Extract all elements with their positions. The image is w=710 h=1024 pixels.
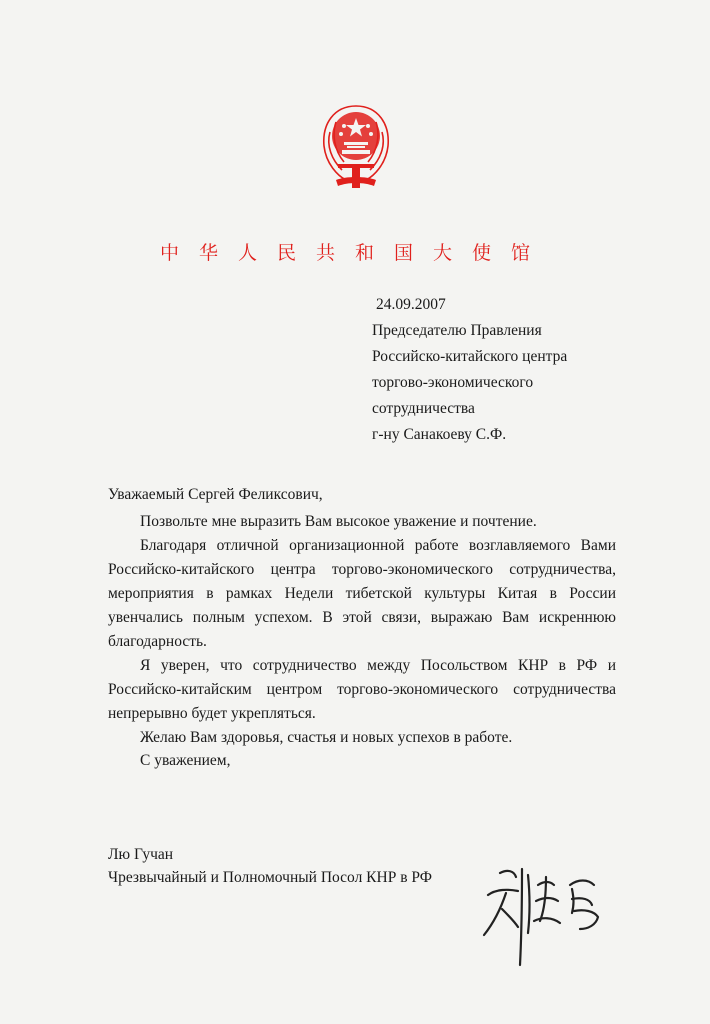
signatory-title: Чрезвычайный и Полномочный Посол КНР в РФ (108, 869, 433, 886)
paragraph: Я уверен, что сотрудничество между Посольством КНР в РФ и Российско-китайским центром торгово-экономического сотрудничества непрерывно будет укрепляться. (108, 657, 616, 722)
national-emblem-icon (316, 102, 396, 194)
paragraph: Позвольте мне выразить Вам высокое уважение и почтение. (140, 513, 537, 530)
letter-body (108, 510, 616, 750)
embassy-name: 中华人民共和国大使馆 (159, 242, 550, 264)
signatory-name: Лю Гучан (108, 846, 174, 863)
paragraph: Желаю Вам здоровья, счастья и новых успехов в работе. (140, 729, 513, 746)
paragraph: Благодаря отличной организационной работе возглавляемого Вами Российско-китайского центра торгово-экономического сотрудничества, мероприятия в рамках Недели тибетской культуры Китая в России увенчались полным успехом. В этой связи, выражаю Вам искреннюю благодарность. (108, 537, 616, 650)
recipient-line: г-ну Санакоеву С.Ф. (372, 426, 507, 443)
letter-date: 24.09.2007 (376, 296, 446, 313)
recipient-block (372, 292, 567, 448)
recipient-line: сотрудничества (372, 400, 475, 417)
recipient-line: Российско-китайского центра (372, 348, 568, 365)
recipient-line: Председателю Правления (372, 322, 542, 339)
handwritten-signature-icon (478, 855, 608, 980)
recipient-line: торгово-экономического (372, 374, 534, 391)
closing: С уважением, (140, 752, 231, 769)
salutation: Уважаемый Сергей Феликсович, (108, 486, 323, 503)
